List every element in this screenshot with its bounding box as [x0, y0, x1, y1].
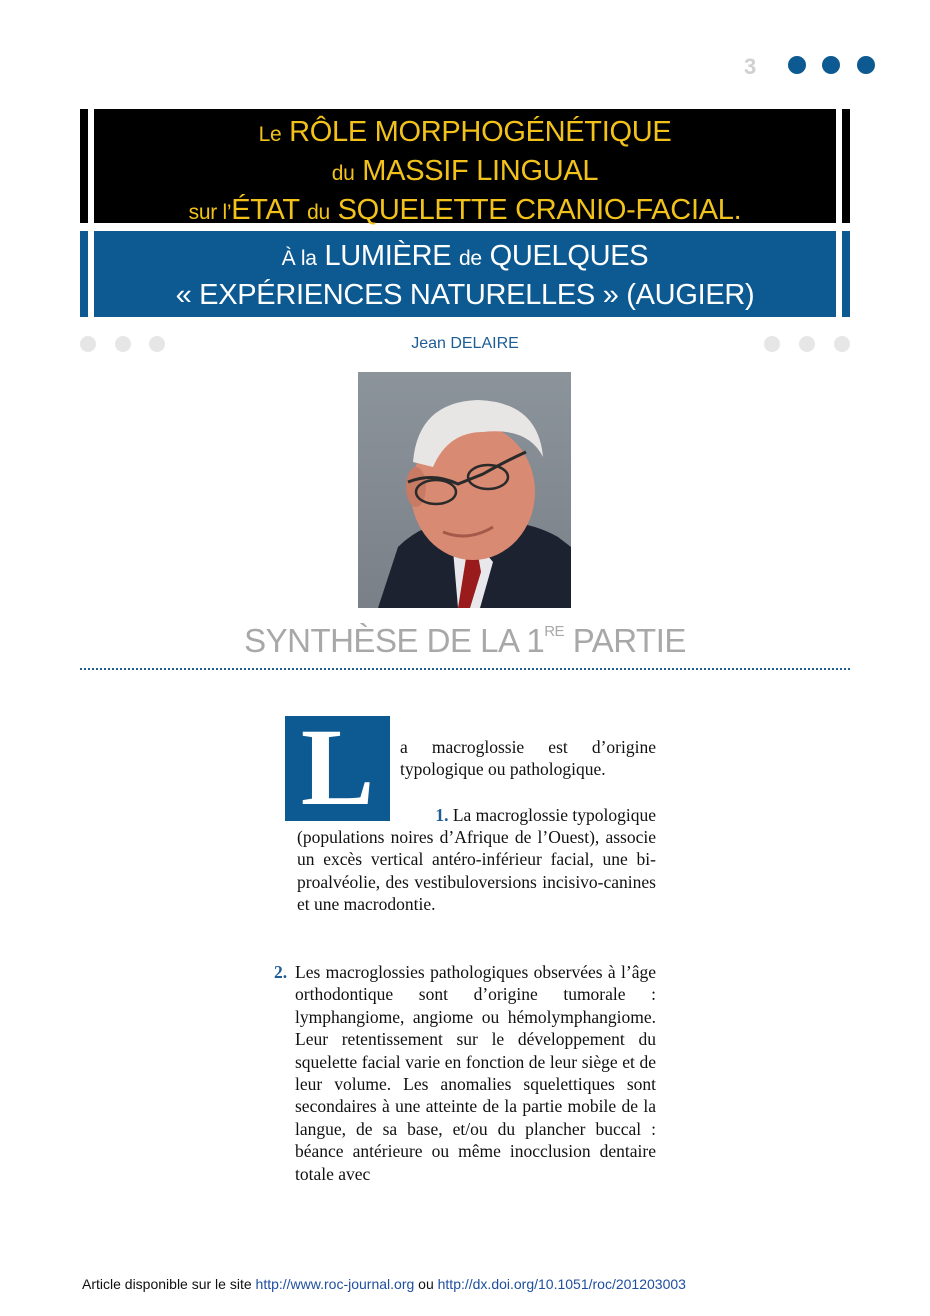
drop-cap: L: [285, 716, 390, 821]
footer-text-or: ou: [414, 1276, 438, 1292]
footer-text: Article disponible sur le site: [82, 1276, 256, 1292]
subtitle-band: [80, 231, 850, 317]
title-line-3: sur l’ÉTAT du SQUELETTE CRANIO-FACIAL.: [188, 194, 742, 226]
paragraph-intro: a macroglossie est d’origine typologique ou pathologique.: [400, 737, 656, 780]
section-heading: SYNTHÈSE DE LA 1RE PARTIE: [244, 622, 686, 659]
subtitle-line-2: « EXPÉRIENCES NATURELLES » (AUGIER): [175, 279, 755, 311]
title-line-1: Le RÔLE MORPHOGÉNÉTIQUE: [258, 116, 672, 148]
header-dot: [822, 56, 840, 74]
header-dot: [857, 56, 875, 74]
paragraph-2: 2. Les macroglossies pathologiques observées à l’âge orthodontique sont d’origine tumorale : lymphangiome, angiome ou hémolymphangiome. Leur retentissement sur le développement du squelette facial varie en fonction de leur siège et de leur volume. Les anomalies squelettiques sont secondaires à une atteinte de la partie mobile de la langue, de sa base, et/ou du plancher buccal : béance antérieure ou même inocclusion dentaire totale avec: [274, 962, 656, 1184]
decor-dot: [764, 336, 780, 352]
subtitle-bar-right: [842, 231, 850, 317]
title-line-2: du MASSIF LINGUAL: [331, 155, 599, 187]
subtitle-bar-left: [80, 231, 88, 317]
author-name: Jean DELAIRE: [411, 335, 519, 352]
title-band: [80, 109, 850, 226]
page-number: 3: [744, 54, 757, 79]
article-title: [94, 109, 836, 226]
footer-link-journal[interactable]: http://www.roc-journal.org: [255, 1276, 415, 1292]
decor-dot: [799, 336, 815, 352]
article-subtitle: [94, 231, 836, 317]
header-dot: [788, 56, 806, 74]
title-bar-left: [80, 109, 88, 223]
author-photo: [358, 372, 571, 608]
footer: [82, 1276, 686, 1292]
portrait-image: [358, 372, 571, 608]
paragraph-1-lead: 1. La macroglossie typologique: [435, 805, 656, 825]
footer-link-doi[interactable]: http://dx.doi.org/10.1051/roc/201203003: [437, 1276, 686, 1292]
subtitle-line-1: À la LUMIÈRE de QUELQUES: [281, 240, 649, 272]
title-bar-right: [842, 109, 850, 223]
paragraph-1-body: (populations noires d’Afrique de l’Ouest), associe un excès vertical antéro-inférieur facial, une bi-proalvéolie, des vestibuloversions incisivo-canines et une macrodontie.: [297, 827, 656, 915]
dotted-divider: [80, 668, 850, 670]
decor-dot: [834, 336, 850, 352]
